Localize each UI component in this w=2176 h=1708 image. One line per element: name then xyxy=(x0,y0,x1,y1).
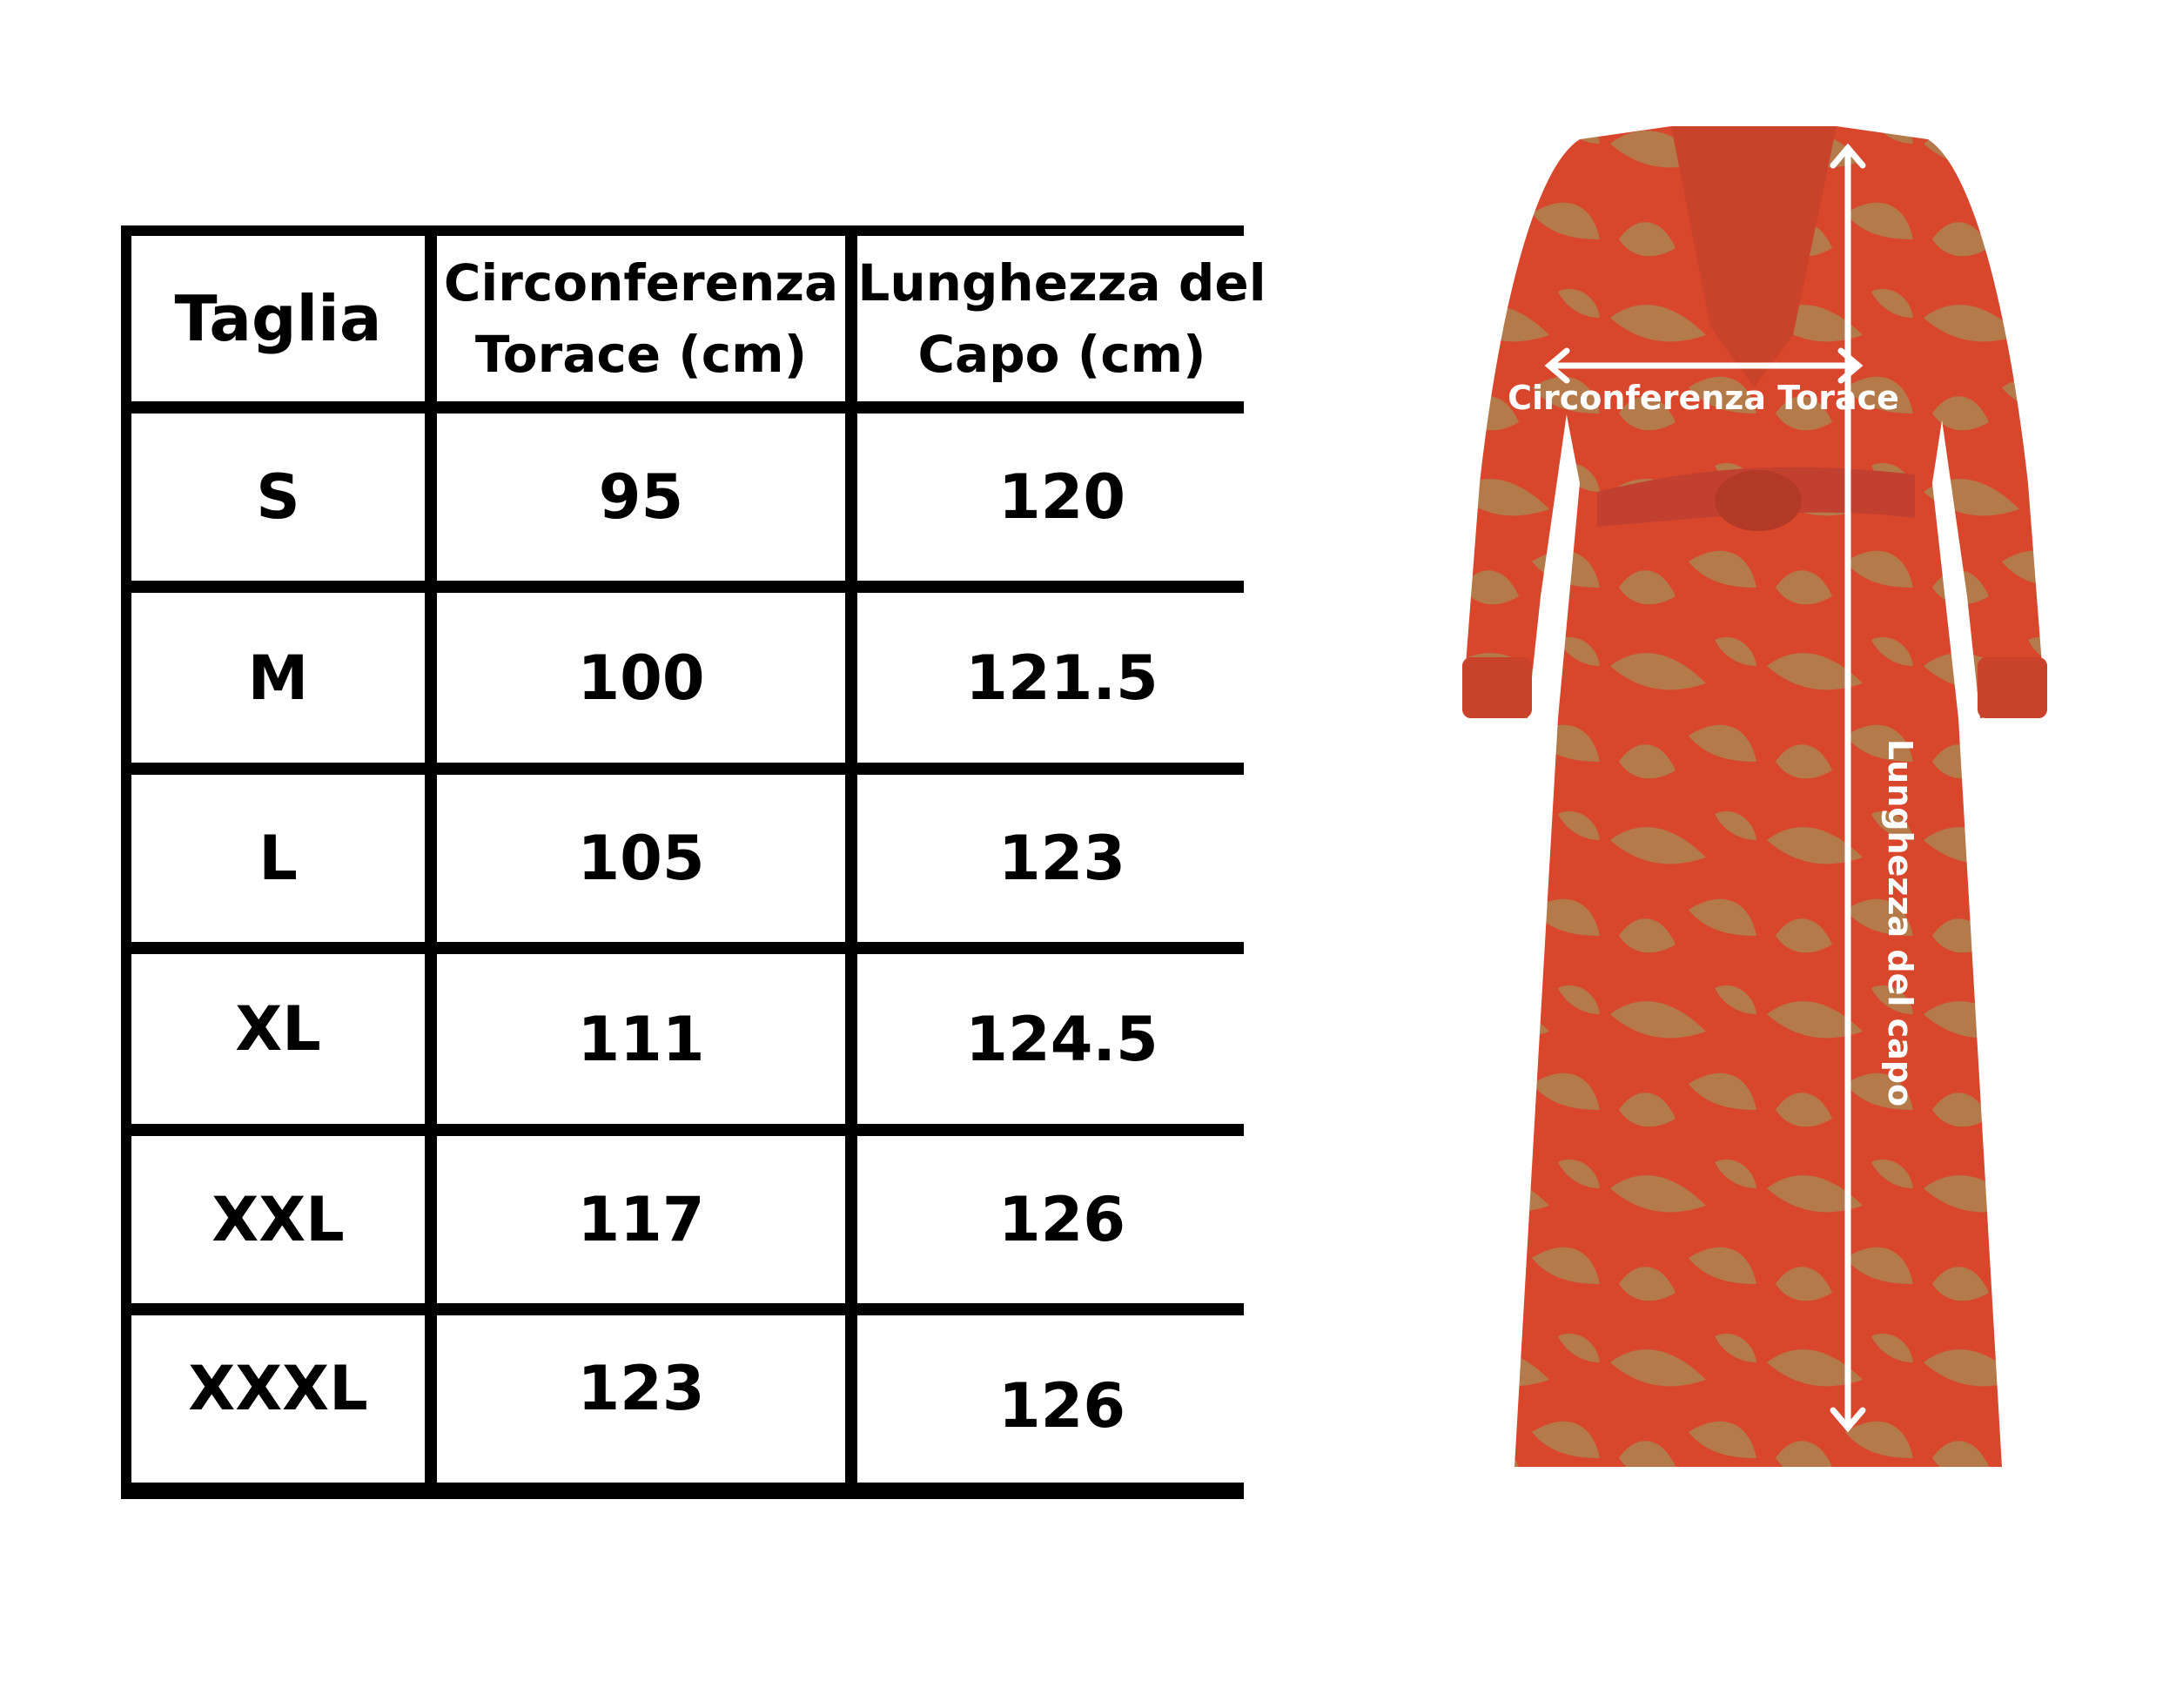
size-cell xyxy=(131,1136,425,1303)
left-cuff xyxy=(1462,657,1532,718)
size-value: S xyxy=(256,461,300,533)
length-cell xyxy=(857,414,1266,581)
size-cell xyxy=(131,1315,425,1483)
size-value: M xyxy=(247,642,309,714)
length-cell xyxy=(857,954,1266,1124)
header-chest xyxy=(437,236,845,401)
left-sleeve xyxy=(1462,139,1580,718)
chest-cell xyxy=(437,954,845,1124)
length-label: Lunghezza del capo xyxy=(1881,738,1919,1107)
dress-svg xyxy=(1445,109,2072,1537)
header-chest-line2: Torace (cm) xyxy=(474,325,808,384)
right-cuff xyxy=(1978,657,2047,718)
chest-cell xyxy=(437,775,845,942)
chest-cell xyxy=(437,414,845,581)
chest-value: 117 xyxy=(577,1184,705,1255)
length-value: 123 xyxy=(997,823,1126,894)
size-value: XXXL xyxy=(188,1353,368,1424)
size-cell xyxy=(131,954,425,1124)
size-value: L xyxy=(259,823,298,894)
chest-value: 123 xyxy=(577,1353,705,1424)
length-cell xyxy=(857,1136,1266,1303)
chest-value: 100 xyxy=(577,642,705,714)
length-value: 121.5 xyxy=(965,642,1159,714)
header-chest-line1: Circonferenza xyxy=(443,252,839,313)
header-size xyxy=(131,236,425,401)
size-cell xyxy=(131,414,425,581)
length-cell xyxy=(857,1315,1266,1483)
size-cell xyxy=(131,775,425,942)
size-value: XL xyxy=(235,992,321,1065)
header-length-line1: Lunghezza del xyxy=(857,252,1266,313)
chest-cell xyxy=(437,1136,845,1303)
length-cell xyxy=(857,775,1266,942)
header-size-label: Taglia xyxy=(174,281,382,355)
chest-cell xyxy=(437,593,845,763)
dress-illustration xyxy=(1445,109,2072,1537)
waist-knot xyxy=(1715,470,1802,531)
header-length-line2: Capo (cm) xyxy=(917,325,1206,384)
length-value: 124.5 xyxy=(965,1003,1159,1075)
length-value: 120 xyxy=(997,461,1126,533)
chest-value: 105 xyxy=(577,823,705,894)
chest-cell xyxy=(437,1315,845,1483)
size-chart-table xyxy=(121,225,1266,1499)
length-value: 126 xyxy=(997,1370,1126,1442)
chest-label: Circonferenza Torace xyxy=(1508,379,1899,417)
length-value: 126 xyxy=(997,1184,1126,1255)
length-cell xyxy=(857,593,1266,763)
header-length xyxy=(857,236,1266,401)
size-value: XXL xyxy=(212,1184,345,1255)
size-cell xyxy=(131,593,425,763)
chest-value: 111 xyxy=(577,1003,705,1075)
chest-value: 95 xyxy=(598,461,684,533)
